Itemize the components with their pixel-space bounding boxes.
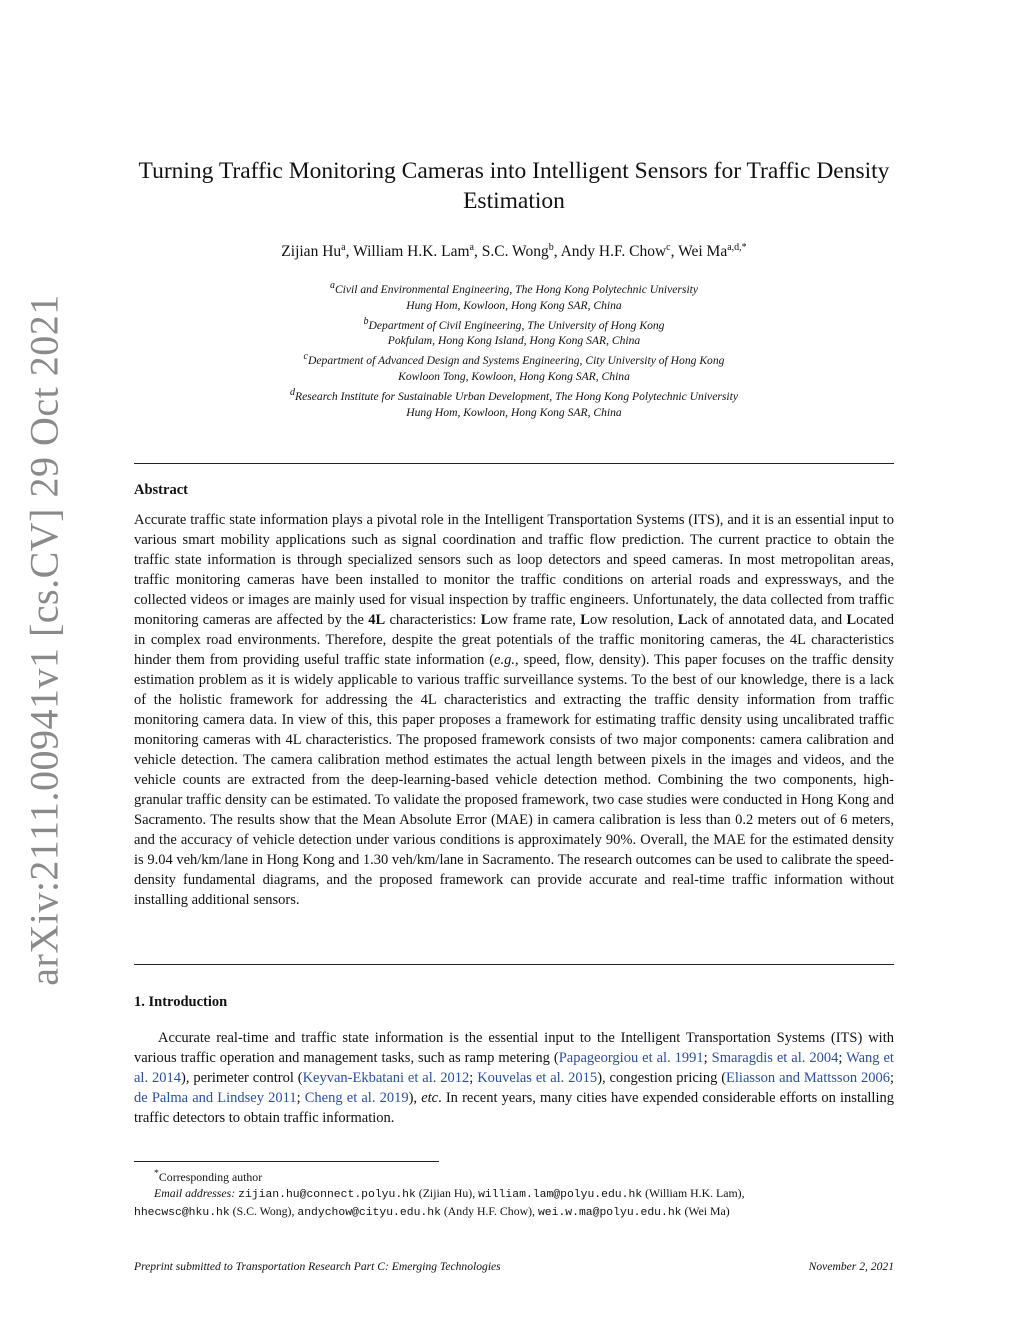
affiliation-a: $^a$Civil and Environmental Engineering, The Hong Kong Polytechnic University (329, 280, 699, 296)
author-sup: a,d,* (727, 242, 747, 253)
affiliation-b: $^b$Department of Civil Engineering, The University of Hong Kong (363, 315, 665, 332)
email-link[interactable]: wei.w.ma@polyu.edu.hk (537, 1206, 682, 1219)
email-addresses: Email addresses: zijian.hu@connect.polyu.hk (Zijian Hu), william.lam@polyu.edu.hk (William H.K. Lam), (154, 1185, 745, 1201)
email-addresses-cont: hhecwsc@hku.hk (S.C. Wong), andychow@cityu.edu.hk (Andy H.F. Chow), wei.w.ma@polyu.edu.hk (Wei Ma) (134, 1203, 730, 1219)
citation-link[interactable]: de Palma and Lindsey 2011 (134, 1090, 297, 1106)
author-sup: a (469, 242, 474, 253)
citation-link[interactable]: Papageorgiou et al. 1991 (558, 1050, 704, 1066)
footnote (134, 1166, 894, 1221)
affiliation-a-address: Hung Hom, Kowloon, Hong Kong SAR, China (406, 298, 622, 312)
abstract-text: Accurate traffic state information plays a pivotal role in the Intelligent Transportation Systems (ITS), and it is an essential input to various smart mobility applications such as signal coordination and traffic flow prediction. The current practice to obtain the traffic state information is through specialized sensors such as loop detectors and speed cameras. In most metropolitan areas, traffic monitoring cameras have been installed to monitor the traffic conditions on arterial roads and expressways, and the collected videos or images are mainly used for visual inspection by traffic engineers. Unfortunately, the data collected from traffic monitoring cameras are affected by the 4L characteristics: Low frame rate, Low resolution, Lack of annotated data, and Located in complex road environments. Therefore, despite the great potentials of the traffic monitoring cameras, the 4L characteristics hinder them from providing useful traffic state information (e.g., speed, flow, density). This paper focuses on the traffic density estimation problem as it is widely applicable to various traffic surveillance systems. To the best of our knowledge, there is a lack of the holistic framework for addressing the 4L characteristics and extracting the traffic density information from traffic monitoring camera data. In view of this, this paper proposes a framework for estimating traffic density using uncalibrated traffic monitoring cameras with 4L characteristics. The proposed framework consists of two major components: camera calibration and vehicle detection. The camera calibration method estimates the actual length between pixels in the images and videos, and the vehicle counts are extracted from the deep-learning-based vehicle detection method. Combining the two components, high-granular traffic density can be estimated. To validate the proposed framework, two case studies were conducted in Hong Kong and Sacramento. The results show that the Mean Absolute Error (MAE) in camera calibration is less than 0.2 meters out of 6 meters, and the accuracy of vehicle detection under various conditions is approximately 90%. Overall, the MAE for the estimated density is 9.04 veh/km/lane in Hong Kong and 1.30 veh/km/lane in Sacramento. The research outcomes can be used to calibrate the speed-density fundamental diagrams, and the proposed framework can provide accurate and real-time traffic information without installing additional sensors. (134, 512, 894, 908)
affiliation-b-address: Pokfulam, Hong Kong Island, Hong Kong SAR, China (387, 334, 641, 348)
abstract-heading: Abstract (134, 482, 188, 498)
paper-title: Turning Traffic Monitoring Cameras into Intelligent Sensors for Traffic Density Estimation (138, 158, 890, 214)
citation-link[interactable]: Eliasson and Mattsson 2006 (726, 1070, 890, 1086)
email-link[interactable]: hhecwsc@hku.hk (134, 1206, 230, 1219)
footer-date: November 2, 2021 (808, 1260, 894, 1273)
author-sup: b (548, 242, 554, 253)
email-link[interactable]: andychow@cityu.edu.hk (297, 1206, 441, 1219)
abstract-bottom-rule (134, 964, 894, 965)
email-link[interactable]: william.lam@polyu.edu.hk (478, 1188, 643, 1201)
preprint-note: Preprint submitted to Transportation Research Part C: Emerging Technologies (134, 1260, 501, 1273)
affiliation-d-address: Hung Hom, Kowloon, Hong Kong SAR, China (406, 405, 622, 419)
author-name: Zijian Hu (281, 243, 342, 261)
author-sup: c (666, 242, 671, 253)
affiliations (134, 278, 894, 421)
arxiv-identifier-stamp: arXiv:2111.00941v1 [cs.CV] 29 Oct 2021 (21, 294, 67, 986)
affiliation-d: $^d$Research Institute for Sustainable Urban Development, The Hong Kong Polytechnic University (290, 387, 738, 403)
citation-link[interactable]: Wang et al. 2014 (134, 1050, 894, 1086)
citation-link[interactable]: Smaragdis et al. 2004 (711, 1050, 839, 1066)
author-name: William H.K. Lam (353, 243, 470, 261)
author-sup: a (341, 242, 346, 253)
citation-link[interactable]: Kouvelas et al. 2015 (477, 1070, 598, 1086)
email-link[interactable]: zijian.hu@connect.polyu.hk (238, 1188, 416, 1201)
corresponding-author-note: *Corresponding author (154, 1168, 263, 1184)
footnote-rule (134, 1161, 439, 1162)
author-list: Zijian Hu$^a$, William H.K. Lam$^a$, S.C. Wong$^b$, Andy H.F. Chow$^c$, Wei $Ma^{a,d,*}$ (281, 242, 747, 261)
author-name: Wei Ma (678, 243, 728, 261)
section-heading-introduction: 1. Introduction (134, 994, 228, 1010)
abstract-top-rule (134, 463, 894, 464)
citation-link[interactable]: Keyvan-Ekbatani et al. 2012 (302, 1070, 470, 1086)
author-name: S.C. Wong (481, 243, 549, 261)
affiliation-c: $^c$Department of Advanced Design and Systems Engineering, City University of Hong Kong (303, 351, 725, 368)
affiliation-c-address: Kowloon Tong, Kowloon, Hong Kong SAR, China (398, 370, 630, 384)
introduction-paragraph: Accurate real-time and traffic state information is the essential input to the Intelligent Transportation Systems (ITS) with various traffic operation and management tasks, such as ramp metering (Papageorgiou et al. 1991; Smaragdis et al. 2004; Wang et al. 2014), perimeter control (Keyvan-Ekbatani et al. 2012; Kouvelas et al. 2015), congestion pricing (Eliasson and Mattsson 2006; de Palma and Lindsey 2011; Cheng et al. 2019), etc. In recent years, many cities have expended considerable efforts on installing traffic detectors to obtain traffic information. (134, 1030, 894, 1126)
author-name: Andy H.F. Chow (560, 243, 667, 261)
citation-link[interactable]: Cheng et al. 2019 (304, 1090, 409, 1106)
